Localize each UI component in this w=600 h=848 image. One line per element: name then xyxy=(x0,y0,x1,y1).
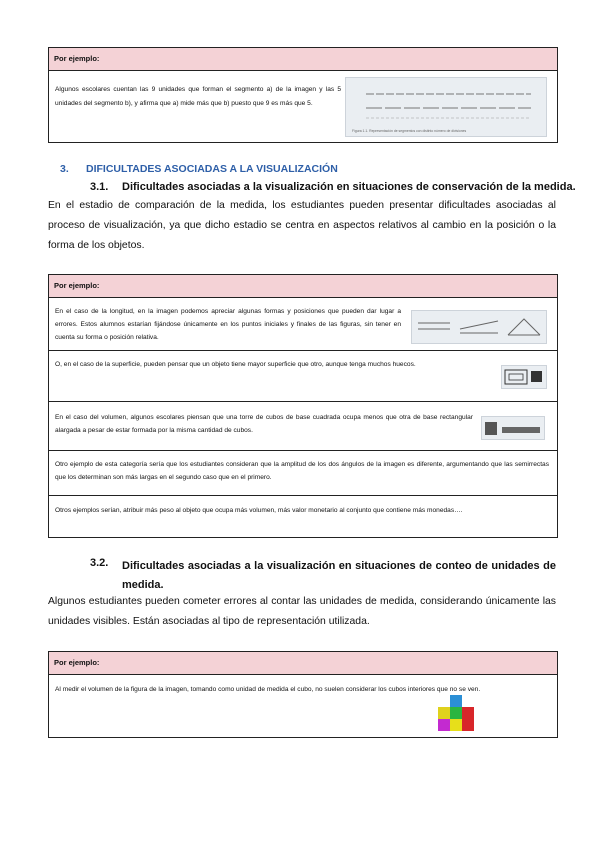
length-shapes-figure xyxy=(411,310,547,344)
example-text: En el caso del volumen, algunos escolares piensan que una torre de cubos de base cuadrada ocupa menos que otra de base rectangular alargada a pesar de estar formada por la misma cantidad de cubos. xyxy=(55,414,473,434)
example-row-volume xyxy=(49,402,557,451)
surface-figure xyxy=(501,365,547,389)
example-row-others xyxy=(49,496,557,539)
example-text: Otros ejemplos serían, atribuir más peso al objeto que ocupa más volumen, más valor monetario al conjunto que contiene más monedas…. xyxy=(55,507,463,514)
section-number: 3. xyxy=(60,163,69,175)
example-box-header: Por ejemplo: xyxy=(49,652,557,675)
example-row-cubes xyxy=(49,675,557,737)
segments-figure xyxy=(345,77,547,137)
example-box-header: Por ejemplo: xyxy=(49,275,557,298)
section-title: DIFICULTADES ASOCIADAS A LA VISUALIZACIÓN xyxy=(86,163,338,175)
subsection-number: 3.2. xyxy=(90,557,109,569)
colored-cubes-illustration xyxy=(434,693,478,733)
length-shapes-illustration xyxy=(412,311,546,343)
subsection-title: Dificultades asociadas a la visualización en situaciones de conservación de la medida. xyxy=(122,181,576,193)
example-text: Al medir el volumen de la figura de la imagen, tomando como unidad de medida el cubo, no suelen considerar los cubos interiores que no se ven. xyxy=(55,686,481,693)
example-text: Algunos escolares cuentan las 9 unidades que forman el segmento a) de la imagen y las 5 unidades del segmento b), y afirma que a) mide más que b) puesto que 9 es más que 5. xyxy=(55,86,341,107)
figure-caption: Figura 1.1. Representación de segmentos con distinto número de divisiones xyxy=(352,129,467,133)
example-row-angles xyxy=(49,451,557,496)
example-row-surface xyxy=(49,351,557,402)
example-text: Otro ejemplo de esta categoría sería que los estudiantes consideran que la amplitud de los dos ángulos de la imagen es diferente, argumentando que las semirrectas que los determinan son más largas en el segundo caso que en el primero. xyxy=(55,461,549,481)
example-text: O, en el caso de la superficie, pueden pensar que un objeto tiene mayor superficie que otro, aunque tenga muchos huecos. xyxy=(55,361,416,368)
subsection-number: 3.1. xyxy=(90,181,109,193)
example-box-header: Por ejemplo: xyxy=(49,48,557,71)
example-box-segments xyxy=(48,47,558,143)
volume-cubes-illustration xyxy=(482,417,544,439)
example-row-length xyxy=(49,298,557,351)
section-paragraph: En el estadio de comparación de la medida, los estudiantes pueden presentar dificultades asociadas al proceso de visualización, ya que dicho estadio se centra en aspectos relativos al cambio en la posición o la forma de los objetos. xyxy=(48,200,556,251)
colored-cubes-figure xyxy=(434,693,478,733)
volume-cubes-figure xyxy=(481,416,545,440)
example-box-counting xyxy=(48,651,558,738)
section-paragraph: Algunos estudiantes pueden cometer errores al contar las unidades de medida, considerando únicamente las unidades visibles. Están asociadas al tipo de representación utilizada. xyxy=(48,596,556,627)
subsection-title: Dificultades asociadas a la visualización en situaciones de conteo de unidades de medida. xyxy=(122,560,556,591)
surface-illustration xyxy=(502,366,546,388)
example-row xyxy=(49,71,557,142)
example-box-visualization xyxy=(48,274,558,538)
example-text: En el caso de la longitud, en la imagen podemos apreciar algunas formas y posiciones que pueden dar lugar a errores. Estos alumnos estarían fijándose únicamente en los puntos iniciales y finales de las figuras, sin tener en cuenta su forma o posición relativa. xyxy=(55,308,401,341)
